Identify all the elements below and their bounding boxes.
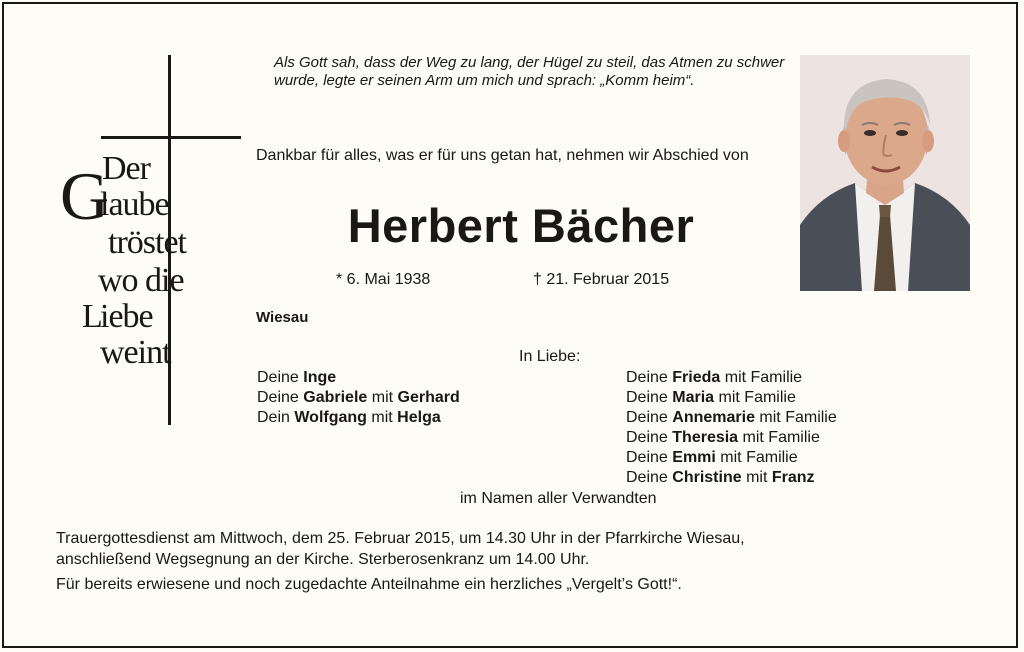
motto-word-wo-die: wo die — [98, 262, 184, 299]
list-item: Deine Christine mit Franz — [626, 469, 815, 486]
poem-quote: Als Gott sah, dass der Weg zu lang, der Hügel zu steil, das Atmen zu schwer wurde, legte er seinen Arm um mich und sprach: „Komm heim“. — [274, 54, 785, 89]
mourner-name: Maria — [672, 389, 715, 406]
mourner-partner: Franz — [771, 469, 815, 486]
list-item: Deine Gabriele mit Gerhard — [257, 389, 460, 406]
motto-word-der: Der — [102, 150, 150, 187]
list-item: Deine Frieda mit Familie — [626, 369, 803, 386]
mourners-left-list — [257, 368, 460, 428]
mourner-name: Theresia — [672, 429, 739, 446]
list-item: Deine Annemarie mit Familie — [626, 409, 837, 426]
service-line-1: Trauergottesdienst am Mittwoch, dem 25. Februar 2015, um 14.30 Uhr in der Pfarrkirche Wiesau, — [56, 530, 745, 547]
mourner-name: Christine — [672, 469, 742, 486]
birth-date: * 6. Mai 1938 — [336, 271, 431, 288]
mourner-partner: Helga — [397, 409, 441, 426]
list-item: Deine Inge — [257, 369, 337, 386]
place: Wiesau — [256, 309, 309, 326]
portrait-illustration — [800, 55, 970, 291]
closing-thanks: Für bereits erwiesene und noch zugedachte Anteilnahme ein herzliches „Vergelt’s Gott!“. — [56, 576, 682, 593]
mourner-name: Gabriele — [303, 389, 368, 406]
mourner-name: Emmi — [672, 449, 716, 466]
in-love-heading: In Liebe: — [519, 348, 581, 365]
thanks-intro: Dankbar für alles, was er für uns getan hat, nehmen wir Abschied von — [256, 147, 749, 164]
motto-initial-g: G — [60, 158, 110, 234]
motto-initial-l: L — [82, 298, 102, 335]
motto-word-troestet: tröstet — [108, 224, 186, 261]
mourner-name: Wolfgang — [294, 409, 367, 426]
mourner-name: Inge — [303, 369, 337, 386]
portrait-photo — [800, 55, 970, 291]
deceased-name: Herbert Bächer — [347, 199, 695, 252]
mourner-name: Annemarie — [672, 409, 755, 426]
motto — [60, 150, 220, 380]
cross-horizontal-bar — [101, 136, 241, 139]
motto-word-weint: weint — [100, 334, 171, 371]
list-item: Deine Theresia mit Familie — [626, 429, 820, 446]
service-info — [56, 528, 956, 570]
list-item: Deine Emmi mit Familie — [626, 449, 798, 466]
motto-word-laube: laube — [100, 186, 169, 223]
motto-word-iebe: iebe — [100, 298, 153, 335]
mourner-name: Frieda — [672, 369, 721, 386]
service-line-2: anschließend Wegsegnung an der Kirche. Sterberosenkranz um 14.00 Uhr. — [56, 551, 590, 568]
death-date: † 21. Februar 2015 — [533, 271, 670, 288]
list-item: Deine Maria mit Familie — [626, 389, 796, 406]
mourners-right-list — [626, 368, 837, 488]
list-item: Dein Wolfgang mit Helga — [257, 409, 441, 426]
mourner-partner: Gerhard — [397, 389, 460, 406]
all-relatives: im Namen aller Verwandten — [460, 490, 657, 507]
